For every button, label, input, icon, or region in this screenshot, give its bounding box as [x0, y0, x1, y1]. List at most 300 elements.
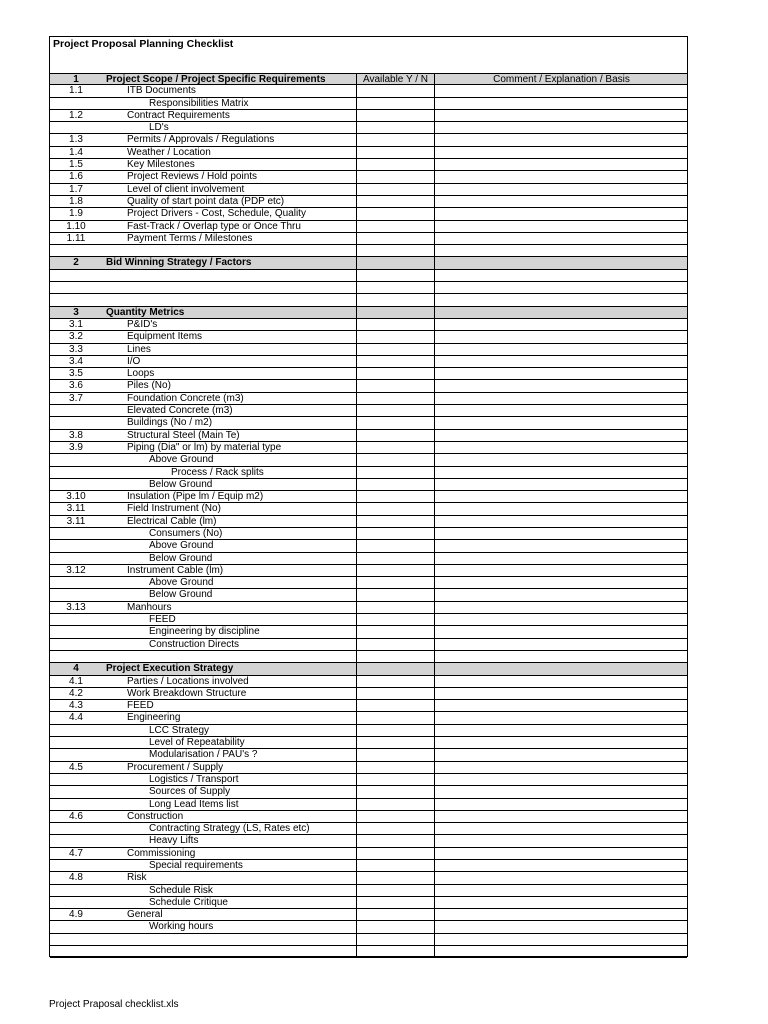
available-cell: [357, 270, 434, 281]
comment-cell: [435, 307, 688, 318]
item-number: [50, 737, 102, 748]
comment-cell: [435, 934, 688, 945]
comment-cell: [435, 553, 688, 564]
comment-cell: [435, 184, 688, 195]
comment-cell: [435, 909, 688, 920]
item-number: [50, 589, 102, 600]
available-cell: [357, 516, 434, 527]
item-description: Heavy Lifts: [149, 835, 199, 847]
available-cell: [357, 872, 434, 883]
checklist-row: [50, 110, 687, 122]
available-cell: [357, 553, 434, 564]
available-cell: [357, 110, 434, 121]
comment-cell: [435, 700, 688, 711]
file-name-footer: Project Praposal checklist.xls: [49, 999, 179, 1010]
checklist-row: [50, 331, 687, 343]
checklist-row: [50, 946, 687, 958]
item-number: 4.7: [69, 847, 83, 859]
available-cell: [357, 725, 434, 736]
item-description: Project Drivers - Cost, Schedule, Quality: [127, 208, 306, 220]
item-number: 3.8: [69, 429, 83, 441]
item-description: Consumers (No): [149, 527, 223, 539]
item-number: [50, 835, 102, 846]
comment-cell: [435, 946, 688, 957]
checklist-row: [50, 823, 687, 835]
section-header-row: [50, 307, 687, 319]
comment-cell: [435, 823, 688, 834]
item-description: LCC Strategy: [149, 724, 210, 736]
section-header-row: [50, 257, 687, 269]
comment-cell: [435, 233, 688, 244]
comment-cell: [435, 885, 688, 896]
item-description: Logistics / Transport: [149, 773, 239, 785]
item-number: 3.10: [66, 491, 86, 503]
available-cell: [357, 885, 434, 896]
item-number: 3: [73, 306, 79, 318]
comment-cell: [435, 344, 688, 355]
item-description: General: [127, 909, 163, 921]
checklist-row: [50, 921, 687, 933]
item-description: [106, 282, 356, 293]
item-number: [50, 245, 102, 256]
available-cell: [357, 589, 434, 600]
checklist-row: [50, 344, 687, 356]
comment-cell: [435, 380, 688, 391]
item-description: Schedule Risk: [149, 884, 213, 896]
item-number: 1.8: [69, 195, 83, 207]
item-number: [50, 823, 102, 834]
comment-cell: [435, 282, 688, 293]
checklist-row: [50, 184, 687, 196]
item-description: Engineering: [127, 712, 181, 724]
comment-cell: [435, 134, 688, 145]
checklist-row: [50, 774, 687, 786]
checklist-row: [50, 98, 687, 110]
available-cell: [357, 122, 434, 133]
checklist-row: [50, 909, 687, 921]
checklist-row: [50, 319, 687, 331]
available-cell: [357, 479, 434, 490]
checklist-row: [50, 171, 687, 183]
checklist-row: [50, 442, 687, 454]
item-description: P&ID's: [127, 318, 158, 330]
comment-cell: [435, 110, 688, 121]
item-number: 3.1: [69, 318, 83, 330]
checklist-row: [50, 368, 687, 380]
item-description: I/O: [127, 355, 141, 367]
comment-cell: [435, 835, 688, 846]
item-number: 4.4: [69, 712, 83, 724]
item-number: [50, 540, 102, 551]
comment-cell: [435, 614, 688, 625]
comment-cell: [435, 676, 688, 687]
checklist-row: [50, 356, 687, 368]
item-number: 3.5: [69, 368, 83, 380]
available-cell: [357, 626, 434, 637]
checklist-row: [50, 85, 687, 97]
checklist-row: [50, 417, 687, 429]
available-cell: [357, 774, 434, 785]
item-number: [50, 417, 102, 428]
item-number: 1.6: [69, 171, 83, 183]
item-description: Sources of Supply: [149, 786, 231, 798]
checklist-row: [50, 688, 687, 700]
available-cell: [357, 221, 434, 232]
item-description: Instrument Cable (lm): [127, 564, 224, 576]
checklist-row: [50, 737, 687, 749]
comment-column-header: Comment / Explanation / Basis: [493, 74, 630, 85]
item-number: 3.11: [66, 503, 86, 515]
item-description: Piping (Dia" or lm) by material type: [127, 441, 282, 453]
item-description: Quality of start point data (PDP etc): [127, 195, 285, 207]
item-number: 1.5: [69, 159, 83, 171]
available-cell: [357, 762, 434, 773]
available-cell: [357, 184, 434, 195]
item-description: LD's: [149, 122, 169, 134]
item-description: Project Execution Strategy: [106, 663, 234, 675]
available-cell: [357, 294, 434, 305]
available-cell: [357, 98, 434, 109]
comment-cell: [435, 565, 688, 576]
item-description: Insulation (Pipe lm / Equip m2): [127, 491, 264, 503]
checklist-row: [50, 122, 687, 134]
checklist-row: [50, 208, 687, 220]
checklist-row: [50, 885, 687, 897]
item-description: Schedule Critique: [149, 896, 228, 908]
available-cell: [357, 565, 434, 576]
item-description: Parties / Locations involved: [127, 675, 249, 687]
available-cell: [357, 257, 434, 268]
item-number: 3.13: [66, 601, 86, 613]
item-description: Above Ground: [149, 454, 214, 466]
item-description: Permits / Approvals / Regulations: [127, 134, 275, 146]
available-cell: [357, 171, 434, 182]
comment-cell: [435, 774, 688, 785]
item-description: Working hours: [149, 921, 214, 933]
item-description: Procurement / Supply: [127, 761, 224, 773]
item-number: 4.8: [69, 872, 83, 884]
available-cell: [357, 700, 434, 711]
item-description: Elevated Concrete (m3): [127, 405, 233, 417]
available-cell: [357, 405, 434, 416]
available-cell: [357, 380, 434, 391]
checklist-row: [50, 393, 687, 405]
item-description: Construction Directs: [149, 638, 240, 650]
item-description: FEED: [149, 614, 176, 626]
checklist-row: [50, 725, 687, 737]
available-cell: [357, 159, 434, 170]
item-number: [50, 934, 102, 945]
item-number: [50, 885, 102, 896]
comment-cell: [435, 589, 688, 600]
item-number: [50, 270, 102, 281]
section-header-row: [50, 73, 687, 85]
comment-cell: [435, 85, 688, 96]
available-cell: [357, 196, 434, 207]
item-description: Project Reviews / Hold points: [127, 171, 258, 183]
item-description: Level of client involvement: [127, 183, 245, 195]
item-number: 1.10: [66, 220, 86, 232]
comment-cell: [435, 540, 688, 551]
item-description: Below Ground: [149, 552, 213, 564]
item-number: [50, 405, 102, 416]
comment-cell: [435, 454, 688, 465]
item-number: [50, 897, 102, 908]
comment-cell: [435, 848, 688, 859]
available-cell: [357, 712, 434, 723]
checklist-row: [50, 811, 687, 823]
item-description: Loops: [127, 368, 155, 380]
item-description: [106, 270, 356, 281]
comment-cell: [435, 860, 688, 871]
checklist-row: [50, 282, 687, 294]
item-number: [50, 98, 102, 109]
item-description: Key Milestones: [127, 159, 195, 171]
available-cell: [357, 208, 434, 219]
item-number: [50, 860, 102, 871]
available-cell: [357, 860, 434, 871]
item-number: 2: [73, 257, 79, 269]
item-description: Weather / Location: [127, 146, 211, 158]
item-number: 1.11: [66, 232, 86, 244]
checklist-row: [50, 712, 687, 724]
available-cell: [357, 688, 434, 699]
item-number: [50, 946, 102, 957]
item-description: Risk: [127, 872, 147, 884]
checklist-row: [50, 454, 687, 466]
sheet-title: Project Proposal Planning Checklist: [53, 38, 234, 50]
comment-cell: [435, 737, 688, 748]
checklist-row: [50, 835, 687, 847]
checklist-row: [50, 872, 687, 884]
available-cell: [357, 331, 434, 342]
checklist-row: [50, 565, 687, 577]
comment-cell: [435, 528, 688, 539]
item-description: Engineering by discipline: [149, 626, 260, 638]
comment-cell: [435, 688, 688, 699]
available-cell: [357, 540, 434, 551]
comment-cell: [435, 147, 688, 158]
item-number: 1.4: [69, 146, 83, 158]
available-cell: [357, 319, 434, 330]
available-column-header: Available Y / N: [362, 74, 429, 85]
item-number: 4: [73, 663, 79, 675]
item-description: FEED: [127, 700, 154, 712]
checklist-row: [50, 651, 687, 663]
item-number: [50, 639, 102, 650]
available-cell: [357, 85, 434, 96]
available-cell: [357, 503, 434, 514]
comment-cell: [435, 602, 688, 613]
available-cell: [357, 786, 434, 797]
checklist-row: [50, 589, 687, 601]
comment-cell: [435, 368, 688, 379]
comment-cell: [435, 159, 688, 170]
comment-cell: [435, 663, 688, 674]
comment-cell: [435, 319, 688, 330]
available-cell: [357, 393, 434, 404]
item-description: Work Breakdown Structure: [127, 687, 247, 699]
item-description: Electrical Cable (lm): [127, 515, 217, 527]
item-description: [106, 294, 356, 305]
checklist-row: [50, 614, 687, 626]
item-description: Foundation Concrete (m3): [127, 392, 244, 404]
item-description: Piles (No): [127, 380, 171, 392]
item-description: [106, 934, 356, 945]
item-number: [50, 577, 102, 588]
item-description: Process / Rack splits: [171, 466, 264, 478]
item-description: Manhours: [127, 601, 172, 613]
available-cell: [357, 676, 434, 687]
available-cell: [357, 134, 434, 145]
checklist-row: [50, 528, 687, 540]
available-cell: [357, 897, 434, 908]
item-number: 3.6: [69, 380, 83, 392]
item-number: 4.9: [69, 909, 83, 921]
item-number: 3.11: [66, 515, 86, 527]
item-number: 3.2: [69, 331, 83, 343]
comment-cell: [435, 257, 688, 268]
comment-cell: [435, 98, 688, 109]
item-description: Below Ground: [149, 589, 213, 601]
item-number: [50, 282, 102, 293]
available-cell: [357, 467, 434, 478]
item-description: Commissioning: [127, 847, 196, 859]
item-number: 3.12: [66, 564, 86, 576]
checklist-row: [50, 553, 687, 565]
comment-cell: [435, 467, 688, 478]
available-cell: [357, 614, 434, 625]
item-number: 1.9: [69, 208, 83, 220]
item-number: [50, 749, 102, 760]
item-description: Contract Requirements: [127, 109, 230, 121]
available-cell: [357, 651, 434, 662]
item-number: [50, 626, 102, 637]
available-cell: [357, 368, 434, 379]
comment-cell: [435, 811, 688, 822]
checklist-row: [50, 860, 687, 872]
item-number: 4.1: [69, 675, 83, 687]
comment-cell: [435, 749, 688, 760]
available-cell: [357, 307, 434, 318]
item-number: 3.3: [69, 343, 83, 355]
checklist-row: [50, 294, 687, 306]
comment-cell: [435, 221, 688, 232]
item-number: [50, 786, 102, 797]
comment-cell: [435, 725, 688, 736]
available-cell: [357, 835, 434, 846]
checklist-row: [50, 897, 687, 909]
comment-cell: [435, 799, 688, 810]
comment-cell: [435, 294, 688, 305]
item-description: Fast-Track / Overlap type or Once Thru: [127, 220, 301, 232]
item-number: 4.5: [69, 761, 83, 773]
checklist-row: [50, 934, 687, 946]
comment-cell: [435, 639, 688, 650]
checklist-row: [50, 221, 687, 233]
item-number: 3.7: [69, 392, 83, 404]
item-description: Structural Steel (Main Te): [127, 429, 240, 441]
comment-cell: [435, 503, 688, 514]
available-cell: [357, 417, 434, 428]
available-cell: [357, 946, 434, 957]
checklist-row: [50, 602, 687, 614]
item-number: [50, 614, 102, 625]
available-cell: [357, 577, 434, 588]
item-number: 4.6: [69, 810, 83, 822]
comment-cell: [435, 356, 688, 367]
available-cell: [357, 344, 434, 355]
comment-cell: [435, 171, 688, 182]
comment-cell: [435, 897, 688, 908]
item-description: Below Ground: [149, 478, 213, 490]
item-description: Level of Repeatability: [149, 737, 245, 749]
checklist-row: [50, 159, 687, 171]
item-description: Payment Terms / Milestones: [127, 232, 253, 244]
comment-cell: [435, 430, 688, 441]
item-description: Field Instrument (No): [127, 503, 221, 515]
item-number: 1: [73, 74, 79, 85]
available-cell: [357, 454, 434, 465]
checklist-row: [50, 786, 687, 798]
item-description: Long Lead Items list: [149, 798, 239, 810]
item-number: 3.9: [69, 441, 83, 453]
available-cell: [357, 921, 434, 932]
comment-cell: [435, 405, 688, 416]
available-cell: [357, 356, 434, 367]
available-cell: [357, 602, 434, 613]
item-description: [106, 245, 356, 256]
checklist-row: [50, 147, 687, 159]
item-description: [106, 651, 356, 662]
available-cell: [357, 282, 434, 293]
available-cell: [357, 147, 434, 158]
available-cell: [357, 233, 434, 244]
item-number: [50, 774, 102, 785]
comment-cell: [435, 921, 688, 932]
available-cell: [357, 823, 434, 834]
item-number: [50, 454, 102, 465]
item-description: Modularisation / PAU's ?: [149, 749, 258, 761]
checklist-row: [50, 491, 687, 503]
comment-cell: [435, 122, 688, 133]
comment-cell: [435, 208, 688, 219]
available-cell: [357, 934, 434, 945]
available-cell: [357, 663, 434, 674]
item-number: 1.7: [69, 183, 83, 195]
available-cell: [357, 528, 434, 539]
comment-cell: [435, 196, 688, 207]
checklist-table: [50, 73, 687, 958]
comment-cell: [435, 626, 688, 637]
checklist-row: [50, 626, 687, 638]
available-cell: [357, 442, 434, 453]
comment-cell: [435, 577, 688, 588]
item-description: [106, 946, 356, 957]
item-number: 1.3: [69, 134, 83, 146]
checklist-row: [50, 245, 687, 257]
item-number: [50, 528, 102, 539]
checklist-row: [50, 430, 687, 442]
item-number: [50, 553, 102, 564]
item-number: 4.2: [69, 687, 83, 699]
item-description: Bid Winning Strategy / Factors: [106, 257, 252, 269]
item-number: [50, 122, 102, 133]
comment-cell: [435, 712, 688, 723]
checklist-row: [50, 503, 687, 515]
item-number: 1.2: [69, 109, 83, 121]
item-number: 4.3: [69, 700, 83, 712]
